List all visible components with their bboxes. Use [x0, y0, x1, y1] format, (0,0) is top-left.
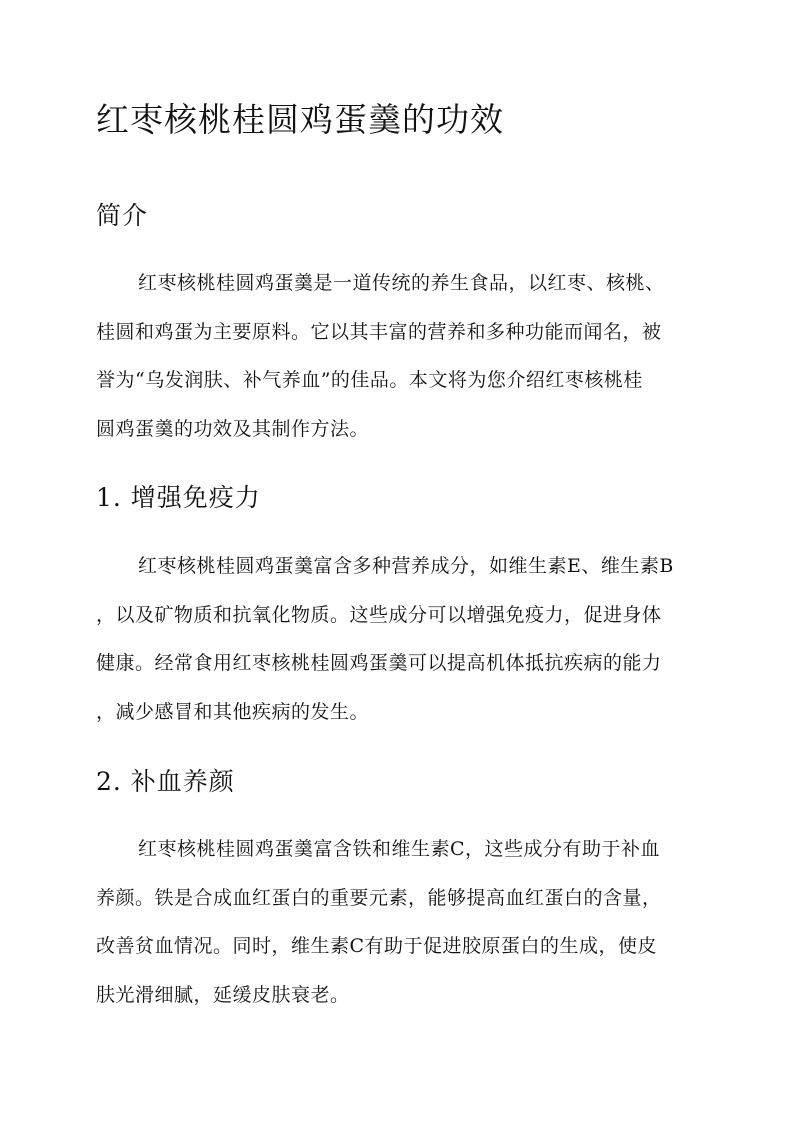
paragraph-blood-beauty — [96, 825, 708, 1019]
page-title: 红枣核桃桂圆鸡蛋羹的功效 — [96, 100, 504, 139]
section-heading-intro: 简介 — [96, 201, 149, 230]
paragraph-line: ，减少感冒和其他疾病的发生。 — [96, 700, 370, 723]
paragraph-line: ，以及矿物质和抗氧化物质。这些成分可以增强免疫力，促进身体 — [96, 603, 662, 626]
paragraph-line: 圆鸡蛋羹的功效及其制作方法。 — [96, 417, 370, 440]
paragraph-line: 健康。经常食用红枣核桃桂圆鸡蛋羹可以提高机体抵抗疾病的能力 — [96, 652, 662, 674]
paragraph-line: 肤光滑细腻，延缓皮肤衰老。 — [96, 983, 350, 1006]
paragraph-line: 改善贫血情况。同时，维生素C有助于促进胶原蛋白的生成，使皮 — [96, 935, 658, 957]
paragraph-line: 桂圆和鸡蛋为主要原料。它以其丰富的营养和多种功能而闻名，被 — [96, 320, 662, 343]
paragraph-line: 红枣核桃桂圆鸡蛋羹富含铁和维生素C，这些成分有助于补血 — [138, 838, 661, 860]
paragraph-line: 养颜。铁是合成血红蛋白的重要元素，能够提高血红蛋白的含量， — [96, 886, 662, 909]
section-heading-immunity: 1. 增强免疫力 — [96, 483, 261, 512]
section-heading-blood-beauty: 2. 补血养颜 — [96, 767, 235, 796]
paragraph-intro — [96, 259, 708, 453]
paragraph-line: 誉为“乌发润肤、补气养血”的佳品。本文将为您介绍红枣核桃桂 — [96, 369, 643, 391]
paragraph-line: 红枣核桃桂圆鸡蛋羹富含多种营养成分，如维生素E、维生素B — [138, 555, 674, 577]
paragraph-immunity — [96, 542, 708, 736]
paragraph-line: 红枣核桃桂圆鸡蛋羹是一道传统的养生食品，以红枣、核桃、 — [138, 272, 665, 294]
